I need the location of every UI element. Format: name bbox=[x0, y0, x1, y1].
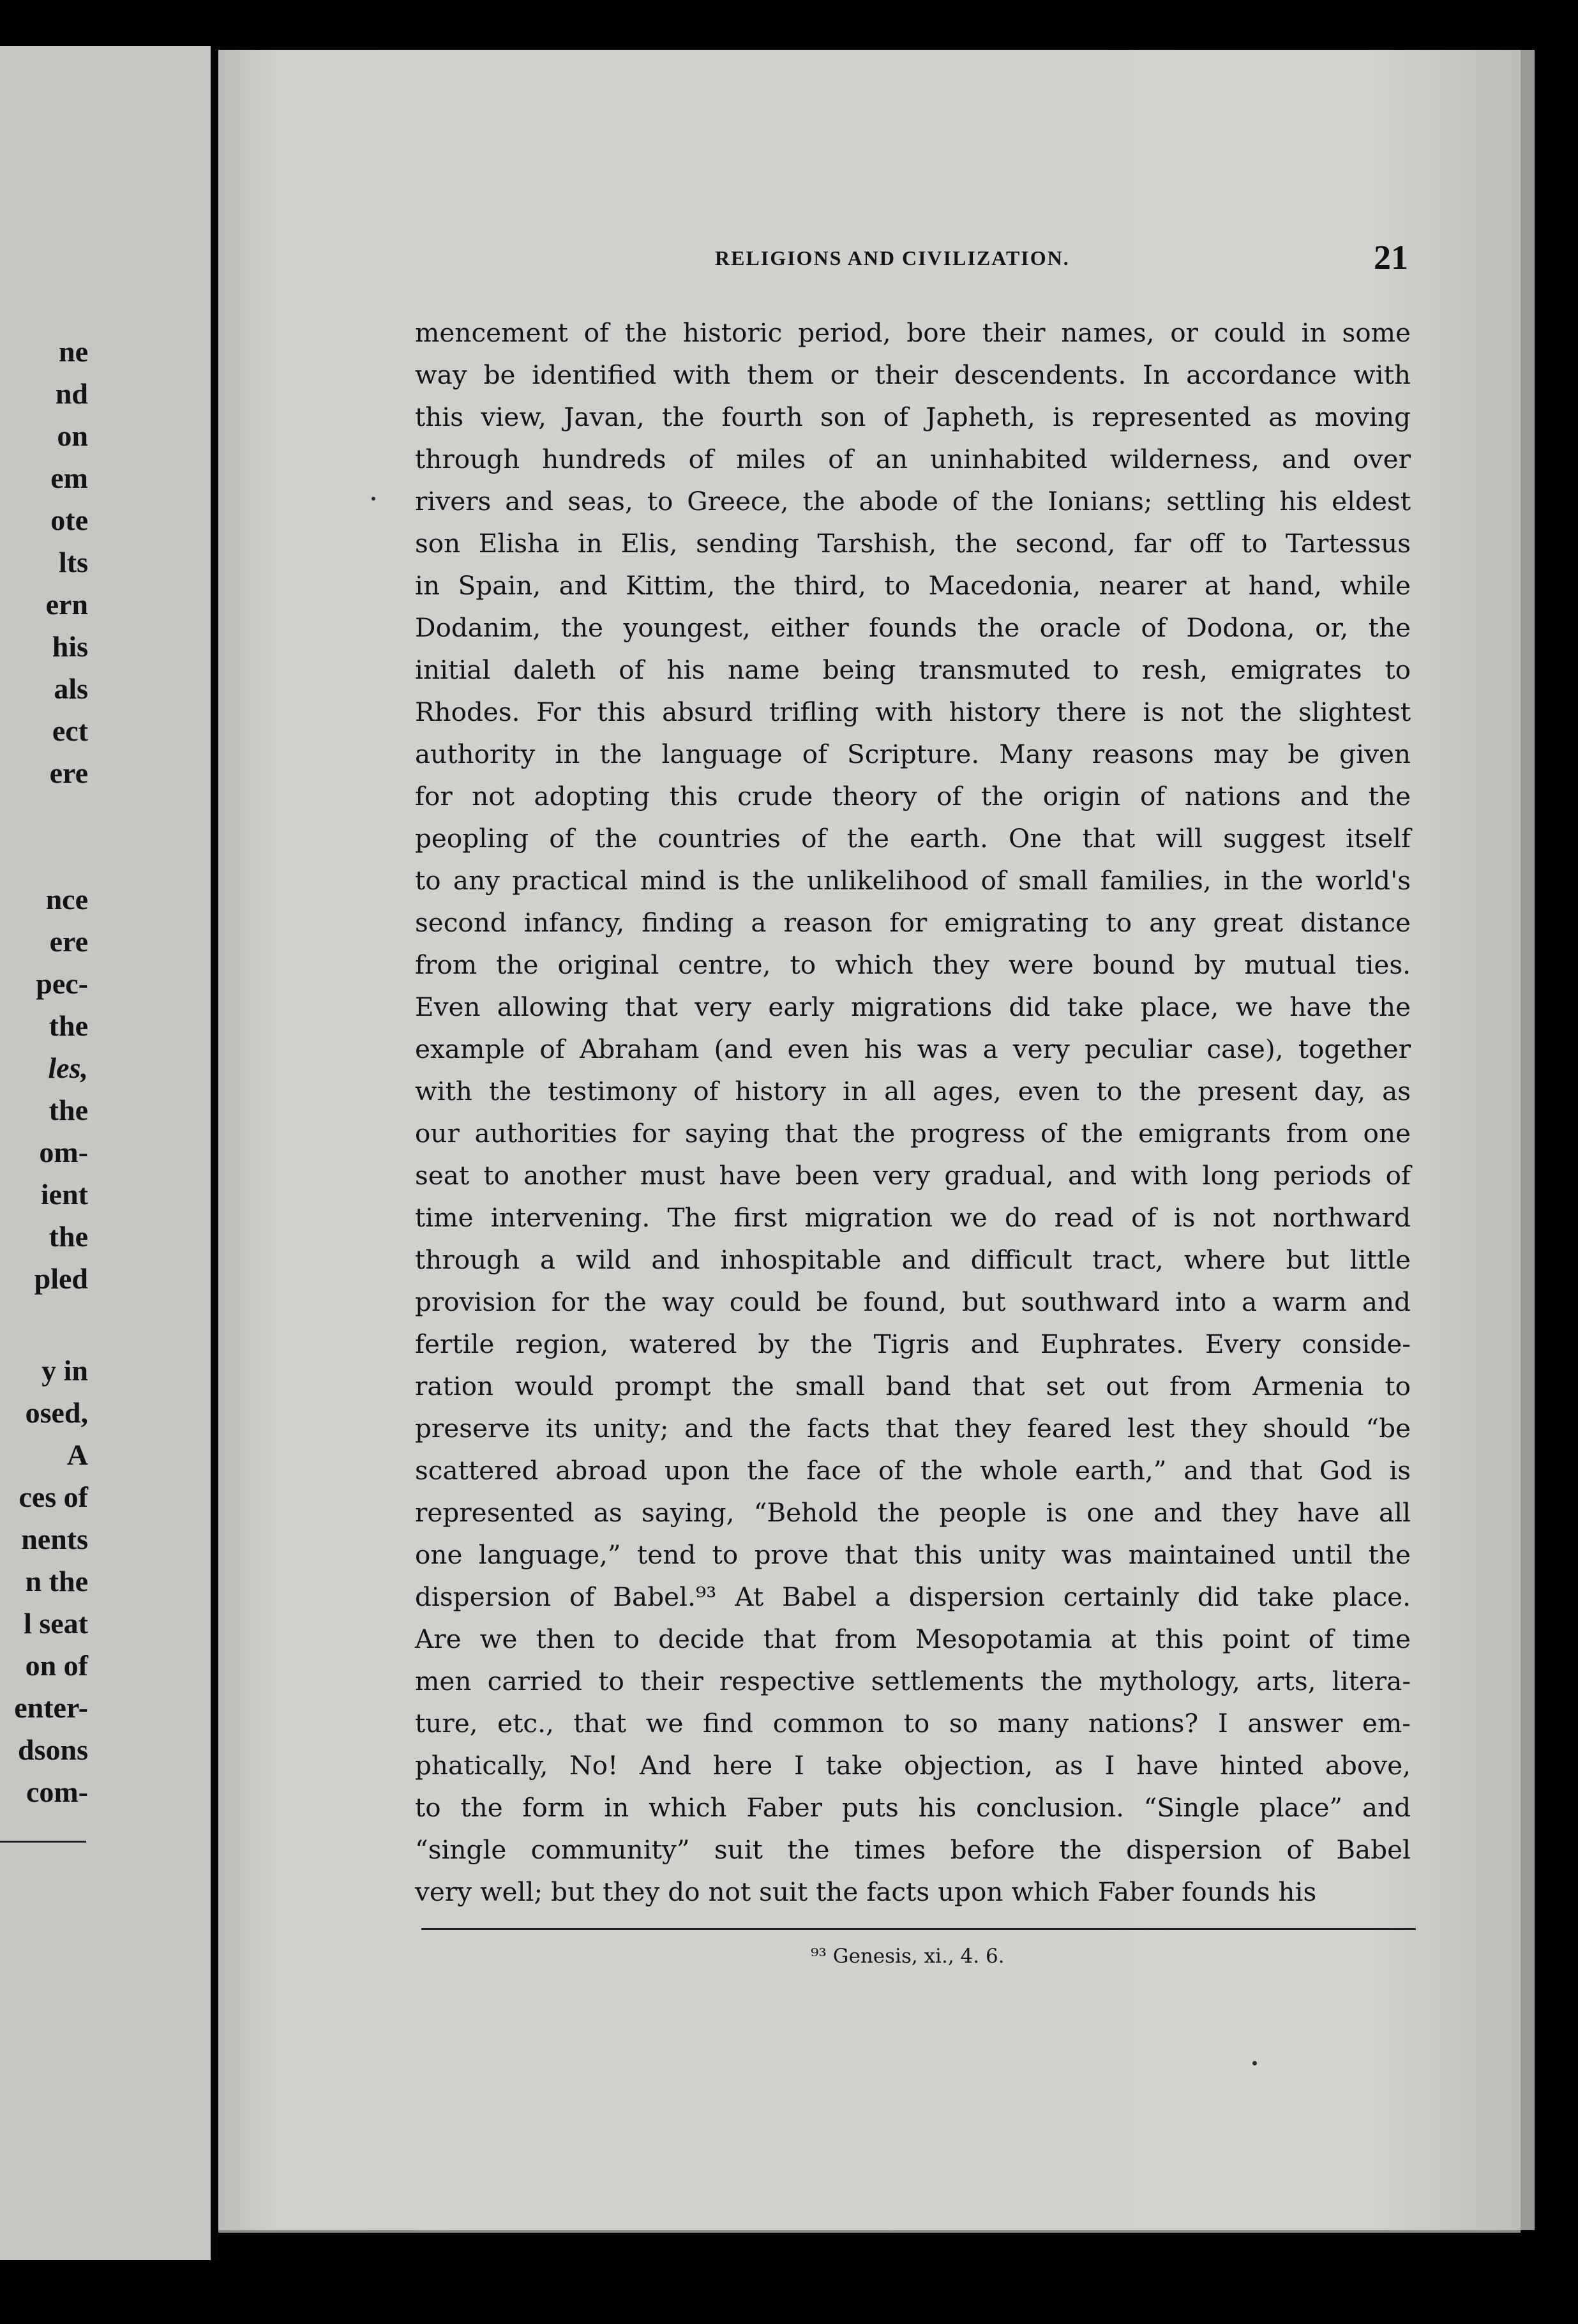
text-line: dispersion of Babel.⁹³ At Babel a dispersion certainly did take place. bbox=[415, 1581, 1411, 1612]
left-fragment: lts bbox=[59, 546, 88, 578]
left-fragment: on of bbox=[25, 1649, 88, 1682]
left-fragment: the bbox=[49, 1220, 88, 1253]
text-line: second infancy, finding a reason for emigrating to any great distance bbox=[415, 907, 1411, 938]
left-footnote-rule bbox=[0, 1841, 86, 1843]
text-line: way be identified with them or their descendents. In accordance with bbox=[415, 359, 1411, 390]
footnote-rule bbox=[421, 1928, 1416, 1930]
left-fragment: nd bbox=[55, 377, 88, 410]
left-fragment: com- bbox=[26, 1776, 88, 1808]
left-fragment: dsons bbox=[18, 1733, 88, 1766]
text-line: initial daleth of his name being transmuted to resh, emigrates to bbox=[415, 654, 1411, 685]
left-fragment: the bbox=[49, 1094, 88, 1126]
paper-speck bbox=[1252, 2061, 1257, 2065]
text-line: peopling of the countries of the earth. One that will suggest itself bbox=[415, 823, 1411, 854]
left-fragment: les, bbox=[48, 1052, 88, 1084]
text-line: Even allowing that very early migrations did take place, we have the bbox=[415, 992, 1411, 1022]
text-line: in Spain, and Kittim, the third, to Macedonia, nearer at hand, while bbox=[415, 570, 1411, 601]
left-fragment: ere bbox=[49, 925, 88, 958]
text-line: seat to another must have been very gradual, and with long periods of bbox=[415, 1160, 1411, 1191]
left-fragment: om- bbox=[39, 1136, 88, 1168]
text-line: through a wild and inhospitable and difficult tract, where but little bbox=[415, 1244, 1411, 1275]
text-line: to the form in which Faber puts his conclusion. “Single place” and bbox=[415, 1792, 1411, 1823]
text-line: “single community” suit the times before the dispersion of Babel bbox=[415, 1834, 1411, 1865]
running-header: RELIGIONS AND CIVILIZATION. bbox=[715, 246, 1070, 269]
left-fragment: nce bbox=[45, 883, 88, 916]
text-line: phatically, No! And here I take objection, as I have hinted above, bbox=[415, 1750, 1411, 1781]
text-line: through hundreds of miles of an uninhabited wilderness, and over bbox=[415, 444, 1411, 474]
text-line: rivers and seas, to Greece, the abode of the Ionians; settling his eldest bbox=[415, 486, 1411, 517]
left-fragment: enter- bbox=[14, 1691, 88, 1724]
left-fragment: ne bbox=[59, 335, 88, 368]
text-line: Rhodes. For this absurd trifling with history there is not the slightest bbox=[415, 697, 1411, 727]
left-fragment: ect bbox=[52, 714, 88, 747]
text-line: for not adopting this crude theory of the origin of nations and the bbox=[415, 781, 1411, 811]
left-fragment: y in bbox=[41, 1354, 88, 1387]
text-line: from the original centre, to which they were bound by mutual ties. bbox=[415, 949, 1411, 980]
left-fragment: the bbox=[49, 1009, 88, 1042]
text-line: this view, Javan, the fourth son of Japheth, is represented as moving bbox=[415, 402, 1411, 432]
text-line: with the testimony of history in all ages, even to the present day, as bbox=[415, 1076, 1411, 1106]
left-page-edge bbox=[0, 46, 211, 2260]
left-fragment: on bbox=[57, 419, 88, 452]
text-line: very well; but they do not suit the facts upon which Faber founds his bbox=[415, 1876, 1317, 1907]
text-line: to any practical mind is the unlikelihood of small families, in the world's bbox=[415, 865, 1411, 896]
paper-speck bbox=[372, 497, 375, 501]
text-line: preserve its unity; and the facts that they feared lest they should “be bbox=[415, 1413, 1411, 1444]
text-line: ration would prompt the small band that set out from Armenia to bbox=[415, 1371, 1411, 1401]
left-fragment: ere bbox=[49, 757, 88, 789]
left-fragment: ient bbox=[40, 1178, 88, 1211]
book-gutter bbox=[211, 46, 218, 2260]
text-line: Dodanim, the youngest, either founds the oracle of Dodona, or, the bbox=[415, 612, 1411, 643]
left-fragment: als bbox=[54, 672, 88, 705]
left-fragment: ote bbox=[50, 504, 88, 536]
text-line: son Elisha in Elis, sending Tarshish, the second, far off to Tartessus bbox=[415, 528, 1411, 559]
text-line: time intervening. The first migration we do read of is not northward bbox=[415, 1202, 1411, 1233]
text-line: example of Abraham (and even his was a very peculiar case), together bbox=[415, 1034, 1411, 1064]
text-line: our authorities for saying that the progress of the emigrants from one bbox=[415, 1118, 1411, 1149]
text-line: fertile region, watered by the Tigris and Euphrates. Every conside- bbox=[415, 1329, 1411, 1359]
text-line: mencement of the historic period, bore their names, or could in some bbox=[415, 317, 1411, 348]
text-line: men carried to their respective settlements the mythology, arts, litera- bbox=[415, 1666, 1411, 1696]
text-line: authority in the language of Scripture. Many reasons may be given bbox=[415, 739, 1411, 769]
text-line: provision for the way could be found, but southward into a warm and bbox=[415, 1286, 1411, 1317]
text-line: scattered abroad upon the face of the whole earth,” and that God is bbox=[415, 1455, 1411, 1486]
left-fragment: em bbox=[50, 462, 88, 494]
left-fragment: his bbox=[52, 630, 88, 663]
left-fragment: pec- bbox=[36, 967, 88, 1000]
footnote: ⁹³ Genesis, xi., 4. 6. bbox=[811, 1945, 1005, 1968]
left-fragment: ces of bbox=[19, 1481, 88, 1513]
left-fragment: ern bbox=[45, 588, 88, 621]
text-line: Are we then to decide that from Mesopotamia at this point of time bbox=[415, 1624, 1411, 1654]
page-number: 21 bbox=[1374, 238, 1408, 276]
text-line: represented as saying, “Behold the people is one and they have all bbox=[415, 1497, 1411, 1528]
left-fragment: nents bbox=[21, 1523, 88, 1555]
text-line: ture, etc., that we find common to so many nations? I answer em- bbox=[415, 1708, 1411, 1739]
left-fragment: n the bbox=[25, 1565, 88, 1597]
left-fragment: A bbox=[66, 1438, 88, 1471]
left-fragment: l seat bbox=[24, 1607, 88, 1640]
text-line: one language,” tend to prove that this unity was maintained until the bbox=[415, 1539, 1411, 1570]
left-fragment: pled bbox=[34, 1262, 88, 1295]
page-edge-shadow bbox=[1521, 50, 1535, 2230]
left-fragment: osed, bbox=[25, 1396, 88, 1429]
